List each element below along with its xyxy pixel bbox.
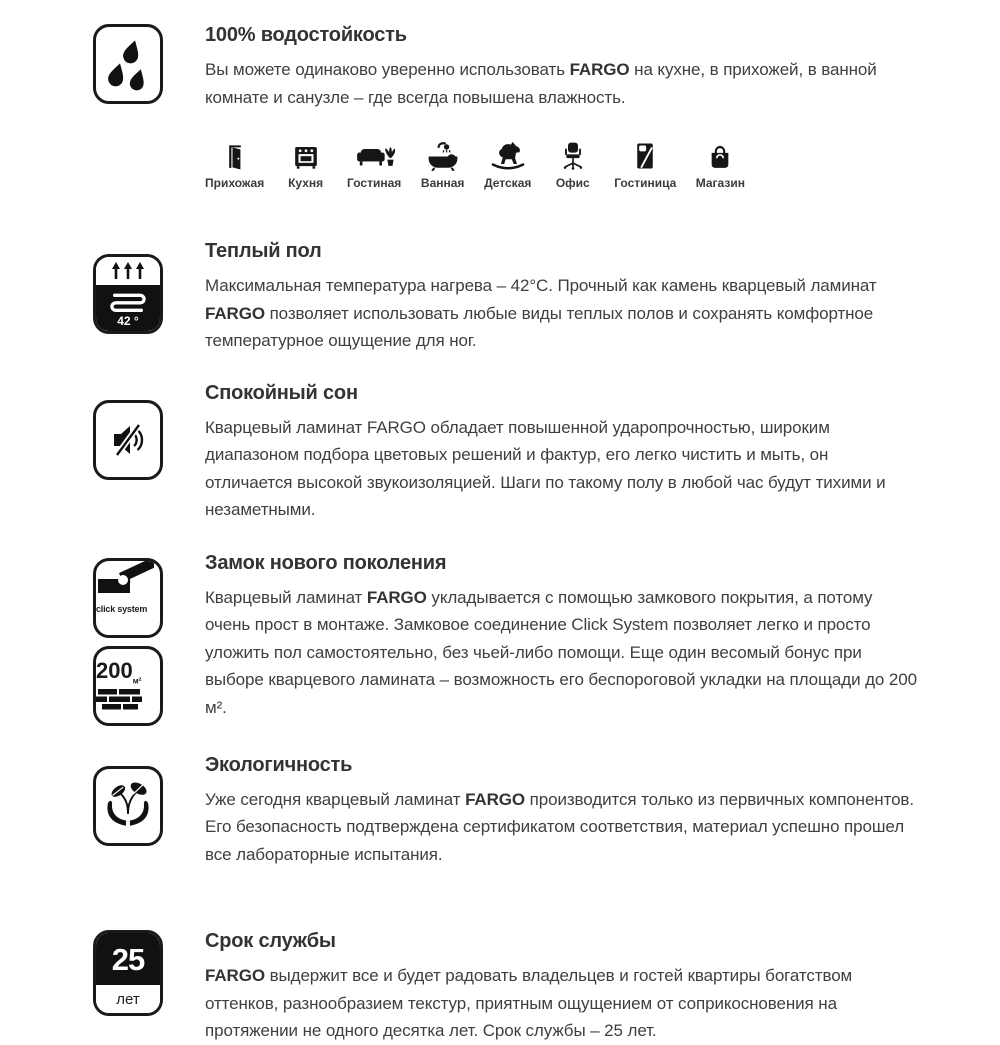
section-lock-system (93, 552, 920, 726)
room-kids-room (484, 137, 531, 190)
room-label: Гостиная (347, 176, 402, 191)
office-chair-icon (558, 137, 588, 173)
section-warm-floor (93, 240, 920, 355)
area-200-icon (93, 646, 163, 726)
section-title: 100% водостойкость (205, 24, 407, 46)
section-text: Кварцевый ламинат FARGO обладает повышенной ударопрочностью, широким диапазоном подбора цветовых решений и фактур, его легко чистить и мыть, он отличается высокой звукоизоляцией. Шаги по такому полу в любой час будут тихими и незаметными. (205, 417, 886, 520)
plank-pattern-icon (96, 689, 142, 711)
section-waterproof-icon-col (93, 24, 205, 104)
room-living-room (347, 137, 401, 190)
area-unit: м² (132, 676, 142, 686)
muted-speaker-icon (93, 400, 163, 480)
heating-coil-icon (103, 290, 153, 314)
room-store (696, 137, 745, 190)
section-text: Вы можете одинаково уверенно использовать FARGO на кухне, в прихожей, в ванной комнате и санузле – где всегда повышена влажность. (205, 60, 877, 107)
room-label: Кухня (288, 176, 324, 191)
lifespan-unit: лет (116, 990, 140, 1008)
section-title: Теплый пол (205, 240, 322, 263)
heat-arrows-icon (96, 257, 160, 285)
section-title: Спокойный сон (205, 381, 358, 404)
room-label: Магазин (695, 176, 745, 191)
water-drops-icon (93, 24, 163, 104)
bed-icon (631, 137, 659, 173)
warm-floor-icon (93, 254, 163, 334)
25-years-icon (93, 930, 163, 1016)
section-lifespan (93, 930, 920, 1045)
section-text: Уже сегодня кварцевый ламинат FARGO производится только из первичных компонентов. Его безопасность подтверждена сертификатом соответствия, материал успешно прошел все лабораторные испытания. (205, 789, 914, 864)
stove-icon (291, 137, 321, 173)
room-hallway (205, 137, 264, 190)
room-label: Гостиница (614, 176, 677, 191)
click-system-label: click system (96, 603, 148, 614)
room-label: Прихожая (205, 176, 265, 191)
door-icon (220, 137, 250, 173)
section-quiet-sleep (93, 382, 920, 524)
room-label: Ванная (420, 176, 465, 191)
section-title: Срок службы (205, 930, 336, 953)
section-text: FARGO выдержит все и будет радовать владельцев и гостей квартиры богатством оттенков, разнообразием текстур, приятным ощущением от соприкосновения на протяжении не одного десятка лет. Срок службы – 25 лет. (205, 966, 853, 1041)
shopping-bag-icon (705, 137, 735, 173)
rocking-horse-icon (489, 137, 527, 173)
room-types-strip (205, 137, 745, 190)
room-office (551, 137, 595, 190)
sofa-icon (353, 137, 395, 173)
section-waterproof (93, 24, 920, 190)
eco-hands-plant-icon (93, 766, 163, 846)
room-label: Офис (555, 176, 590, 191)
section-title: Замок нового поколения (205, 551, 447, 574)
room-bathroom (421, 137, 465, 190)
max-temperature-label: 42 ° (117, 313, 139, 328)
bathtub-icon (425, 137, 461, 173)
click-system-icon (93, 558, 163, 638)
section-text: Максимальная температура нагрева – 42°С. Прочный как камень кварцевый ламинат FARGO позволяет использовать любые виды теплых полов и сохранять комфортное температурное ощущение для ног. (205, 276, 877, 351)
room-kitchen (284, 137, 328, 190)
room-label: Детская (484, 176, 532, 191)
lifespan-value: 25 (111, 941, 145, 977)
area-value: $200_{м^2}$ (96, 658, 142, 686)
room-hotel (614, 137, 676, 190)
section-title: Экологичность (205, 753, 353, 776)
section-eco (93, 754, 920, 869)
section-text: Кварцевый ламинат FARGO укладывается с помощью замкового покрытия, а потому очень прост в монтаже. Замковое соединение Click System позволяет легко и просто уложить пол самостоятельно, без чьей-либо помощи. Еще один весомый бонус при выборе кварцевого ламината – возможность его беспороговой укладки на площади до 200 м². (205, 587, 917, 717)
